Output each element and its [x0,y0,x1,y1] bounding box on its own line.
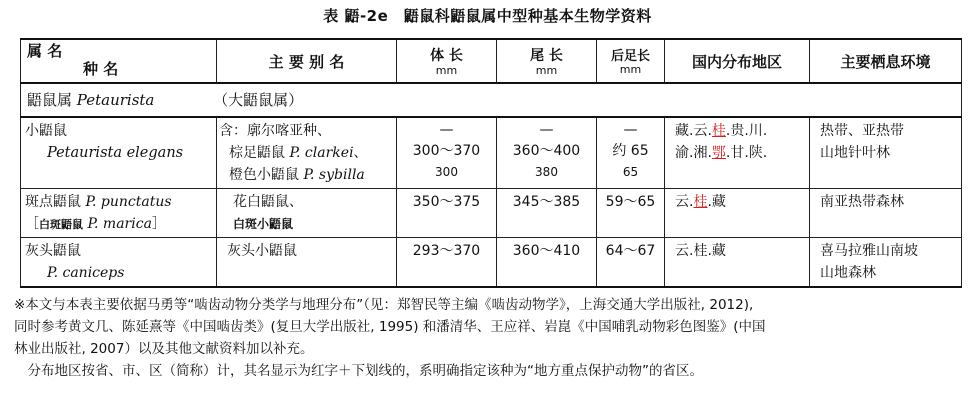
body-length: 300 [435,165,458,179]
protected-province: 鄂 [711,145,726,161]
alias-line: 棕足鼯鼠 P. clarkei、 [229,145,368,161]
habitat: 山地森林 [820,265,876,281]
genus-alias: （大鼯鼠属） [213,91,304,109]
species-table [20,38,962,288]
header-row [21,39,962,83]
header-genus: 属 名 [27,42,63,60]
genus-name-latin: Petaurista [76,91,155,109]
distribution: 渝.湘.鄂.甘.陕. [675,145,768,161]
header-foot: 后足长 mm [597,39,665,83]
header-body: 体 长 mm [397,39,497,83]
habitat: 喜马拉雅山南坡 [820,243,918,259]
distribution: 藏.云.桂.贵.川. [675,123,768,139]
footnote-line: 分布地区按省、市、区（简称）计，其名显示为红字＋下划线的，系明确指定该种为“地方重点保护动物”的省区。 [14,363,703,379]
genus-row [21,83,962,117]
genus-cell [21,83,962,117]
protected-province: 桂 [693,194,708,210]
body-length: 300～370 [412,143,481,159]
alias-line: 橙色小鼯鼠 P. sybilla [229,167,365,183]
habitat: 山地针叶林 [820,145,890,161]
tail-length: — [539,122,554,138]
foot-length: 约 65 [612,143,649,159]
tail-length: 360～410 [512,243,581,259]
alias-line: 灰头小鼯鼠 [227,243,297,259]
species-name: 斑点鼯鼠 P. punctatus [25,194,172,210]
footnote-line: 林业出版社, 2007）以及其他文献资料加以补充。 [14,341,314,357]
genus-name-cn: 鼯鼠属 [27,91,73,109]
species-name-latin: Petaurista elegans [47,145,184,161]
footnote [14,294,964,382]
species-name-cn: 小鼯鼠 [25,123,67,139]
foot-length: 59～65 [605,194,656,210]
header-habitat: 主要栖息环境 [810,39,962,83]
habitat: 南亚热带森林 [820,194,904,210]
species-name-latin: P. caniceps [47,265,125,281]
alias-line: 白斑小鼯鼠 [233,217,294,231]
body-length: — [439,122,454,138]
alias-line: 花白鼯鼠、 [233,194,303,210]
table-row [21,189,962,238]
footnote-line: 同时参考黄文几、陈延熹等《中国啮齿类》(复旦大学出版社, 1995) 和潘清华、王应祥、岩崑《中国哺乳动物彩色图鉴》(中国 [14,319,766,335]
foot-length: 65 [622,165,639,179]
species-name-cn: 灰头鼯鼠 [25,243,81,259]
footnote-line: ※本文与本表主要依据马勇等“啮齿动物分类学与地理分布”（见：郑智民等主编《啮齿动物学》，上海交通大学出版社, 2012), [14,297,754,313]
protected-province: 桂 [711,123,726,139]
header-distribution: 国内分布地区 [665,39,810,83]
body-length: 350～375 [412,194,481,210]
distribution: 云.桂.藏 [675,243,726,259]
tail-length: 360～400 [512,143,581,159]
header-alias: 主 要 别 名 [217,39,397,83]
alias-line: 含：廓尔喀亚种、 [219,123,331,139]
table-row [21,238,962,288]
tail-length: 380 [535,165,558,179]
header-tail: 尾 长 mm [497,39,597,83]
header-species: 种 名 [83,60,119,78]
body-length: 293～370 [412,243,481,259]
distribution: 云.桂.藏 [675,194,726,210]
tail-length: 345～385 [512,194,581,210]
foot-length: 64～67 [605,243,656,259]
foot-length: — [623,122,638,138]
species-name-alt: ［白斑鼯鼠 P. marica］ [25,216,166,232]
habitat: 热带、亚热带 [820,123,904,139]
table-row [21,117,962,189]
header-genus-species [21,39,217,83]
table-title: 表 鼯-2e 鼯鼠科鼯鼠属中型种基本生物学资料 [323,7,652,25]
